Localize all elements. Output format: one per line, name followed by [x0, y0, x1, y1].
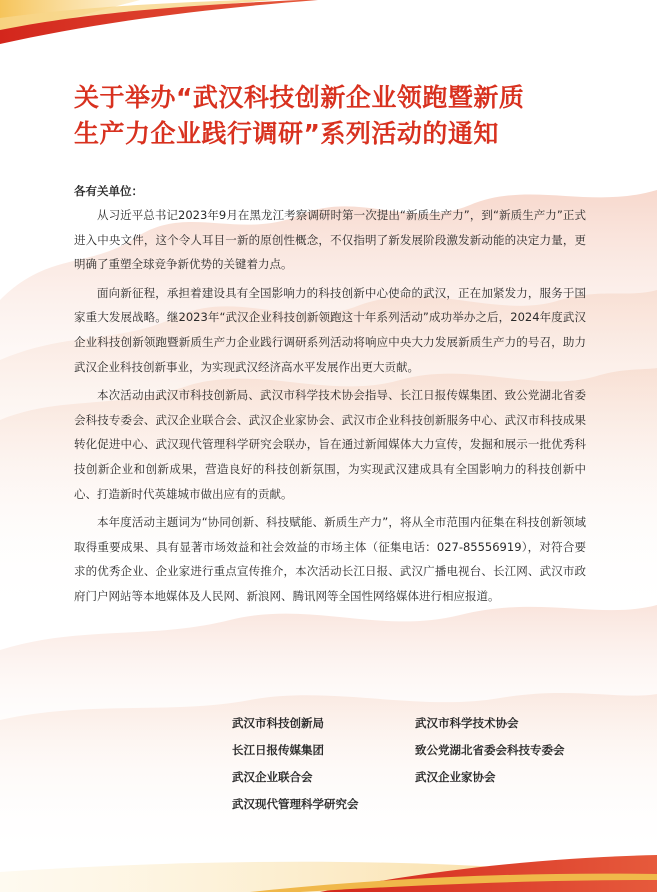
body-paragraph: 本次活动由武汉市科技创新局、武汉市科学技术协会指导、长江日报传媒集团、致公党湖北省委会科技专委会、武汉企业联合会、武汉企业家协会、武汉市企业科技创新服务中心、武汉市科技成果转化促进中心、武汉现代管理科学研究会联办，旨在通过新闻媒体大力宣传，发掘和展示一批优秀科技创新企业和创新成果，营造良好的科技创新氛围，为实现武汉建成具有全国影响力的科技创新中心、打造新时代英雄城市做出应有的贡献。	[74, 388, 586, 501]
organizer-name: 武汉企业联合会	[232, 770, 313, 784]
notice-title-line-2: 生产力企业践行调研”系列活动的通知	[74, 119, 499, 148]
top-swoosh	[0, 0, 318, 44]
organizer-name: 武汉企业家协会	[415, 770, 496, 784]
notice-body	[74, 203, 586, 613]
body-paragraph: 从习近平总书记2023年9月在黑龙江考察调研时第一次提出“新质生产力”，到“新质生产力”正式进入中央文件，这个令人耳目一新的原创性概念，不仅指明了新发展阶段激发新动能的决定力量，更明确了重塑全球竞争新优势的关键着力点。	[74, 208, 586, 272]
salutation: 各有关单位：	[74, 184, 143, 198]
organizer-name: 武汉市科技创新局	[232, 716, 324, 730]
notice-title	[74, 80, 634, 152]
organizer-list	[232, 714, 612, 814]
body-paragraph: 本年度活动主题词为“协同创新、科技赋能、新质生产力”，将从全市范围内征集在科技创新领域取得重要成果、具有显著市场效益和社会效益的市场主体（征集电话：027-85556919），对符合要求的优秀企业、企业家进行重点宣传推介，本次活动长江日报、武汉广播电视台、长江网、武汉市政府门户网站等本地媒体及人民网、新浪网、腾讯网等全国性网络媒体进行相应报道。	[74, 515, 586, 603]
organizer-name: 武汉市科学技术协会	[415, 716, 519, 730]
body-paragraph: 面向新征程，承担着建设具有全国影响力的科技创新中心使命的武汉，正在加紧发力，服务于国家重大发展战略。继2023年“武汉企业科技创新领跑这十年系列活动”成功举办之后，2024年度武汉企业科技创新领跑暨新质生产力企业践行调研系列活动将响应中央大力发展新质生产力的号召，助力武汉企业科技创新事业，为实现武汉经济高水平发展作出更大贡献。	[74, 285, 586, 374]
organizer-name: 长江日报传媒集团	[232, 743, 324, 757]
bottom-swoosh	[0, 855, 657, 892]
notice-title-line-1: 关于举办“武汉科技创新企业领跑暨新质	[74, 83, 525, 112]
organizer-name: 致公党湖北省委会科技专委会	[415, 743, 565, 757]
organizer-name: 武汉现代管理科学研究会	[232, 797, 359, 811]
